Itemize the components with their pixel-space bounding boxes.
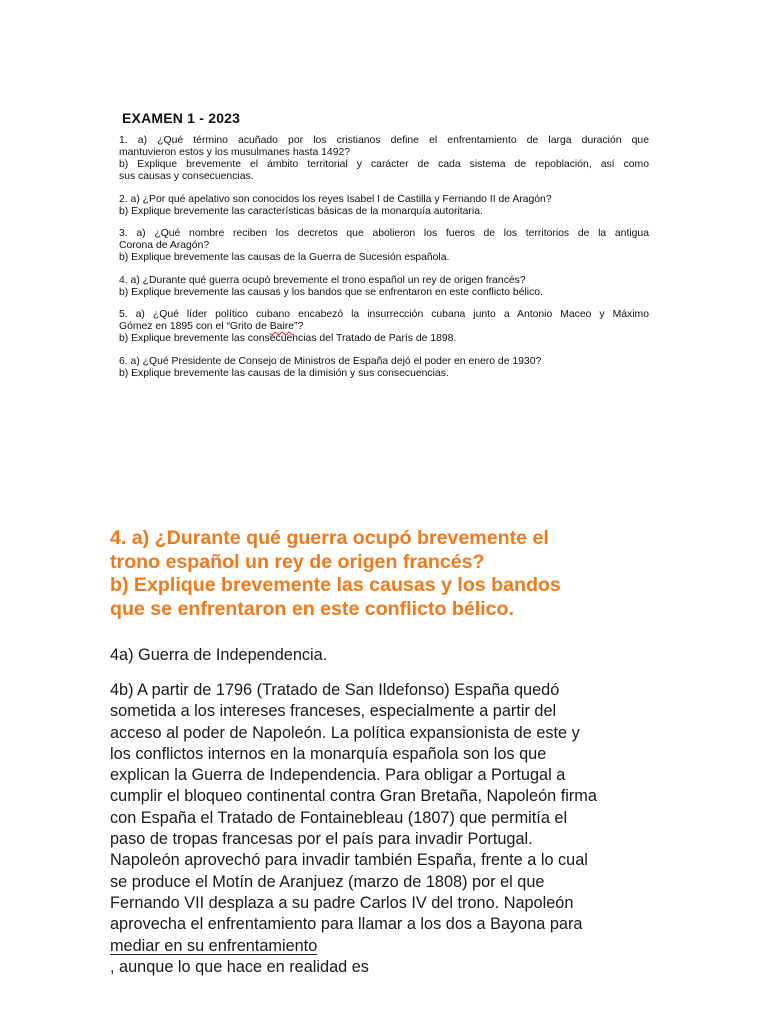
answer-line-last bbox=[110, 936, 655, 979]
question-4 bbox=[119, 275, 649, 299]
question-6-a: 6. a) ¿Qué Presidente de Consejo de Ministros de España dejó el poder en enero de 1930? bbox=[119, 355, 542, 367]
question-6 bbox=[119, 356, 649, 380]
question-2 bbox=[119, 194, 649, 218]
question-5-b: b) Explique brevemente las consecuencias del Tratado de París de 1898. bbox=[119, 333, 457, 344]
answer-line: aprovecha el enfrentamiento para llamar a los dos a Bayona para bbox=[110, 915, 583, 934]
heading-line-1: 4. a) ¿Durante qué guerra ocupó brevemente el bbox=[110, 527, 549, 549]
question-5-a-line-1: 5. a) ¿Qué líder político cubano encabezó la insurrección cubana junto a Antonio Maceo y Máximo bbox=[119, 309, 649, 320]
question-4-a: 4. a) ¿Durante qué guerra ocupó brevemente el trono español un rey de origen francés? bbox=[119, 274, 526, 286]
question-6-b: b) Explique brevemente las causas de la dimisión y sus consecuencias. bbox=[119, 367, 449, 379]
question-3-a-line-1: 3. a) ¿Qué nombre reciben los decretos que abolieron los fueros de los territorios de la antigua bbox=[119, 228, 649, 239]
answer-line: acceso al poder de Napoleón. La política expansionista de este y bbox=[110, 723, 580, 742]
question-5-a-line-2-end: ”? bbox=[294, 321, 304, 332]
answer-line: 4b) A partir de 1796 (Tratado de San Ildefonso) España quedó bbox=[110, 681, 560, 699]
question-4-b: b) Explique brevemente las causas y los bandos que se enfrentaron en este conflicto bélico. bbox=[119, 286, 543, 298]
answer-line: explican la Guerra de Independencia. Para obligar a Portugal a bbox=[110, 766, 566, 785]
answer-4a: 4a) Guerra de Independencia. bbox=[110, 646, 328, 664]
question-3-b: b) Explique brevemente las causas de la Guerra de Sucesión española. bbox=[119, 252, 450, 263]
heading-line-3: b) Explique brevemente las causas y los bandos bbox=[110, 574, 561, 596]
question-1-b-line-2: sus causas y consecuencias. bbox=[119, 171, 254, 182]
exam-questions-image bbox=[119, 112, 649, 390]
question-3-a-line-2: Corona de Aragón? bbox=[119, 240, 210, 251]
question-heading bbox=[110, 527, 670, 621]
answer-line: cumplir el bloqueo continental contra Gran Bretaña, Napoleón firma bbox=[110, 787, 597, 806]
answer-line: con España el Tratado de Fontainebleau (1807) que permitía el bbox=[110, 808, 568, 827]
spellcheck-word: Baire bbox=[269, 321, 295, 332]
answer-line: sometida a los intereses franceses, especialmente a partir del bbox=[110, 702, 557, 721]
answer-line-last-end: , aunque lo que hace en realidad es bbox=[110, 957, 369, 976]
question-2-a: 2. a) ¿Por qué apelativo son conocidos los reyes Isabel I de Castilla y Fernando II de Aragón? bbox=[119, 193, 552, 205]
heading-line-4: que se enfrentaron en este conflicto bélico. bbox=[110, 597, 514, 620]
question-3 bbox=[119, 228, 649, 264]
answer-line: paso de tropas francesas por el país para invadir Portugal. bbox=[110, 830, 533, 849]
question-5 bbox=[119, 309, 649, 345]
answer-line: Fernando VII desplaza a su padre Carlos IV del trono. Napoleón bbox=[110, 893, 574, 912]
question-1 bbox=[119, 135, 649, 183]
question-5-a-line-2-start: Gómez en 1895 con el “Grito de bbox=[119, 321, 270, 332]
underlined-phrase: mediar en su enfrentamiento bbox=[110, 936, 318, 955]
question-1-b-line-1: b) Explique brevemente el ámbito territorial y carácter de cada sistema de repoblación, así como bbox=[119, 159, 649, 170]
answer-4b bbox=[110, 680, 655, 978]
exam-title: EXAMEN 1 - 2023 bbox=[122, 110, 241, 126]
question-1-a-line-2: mantuvieron estos y los musulmanes hasta 1492? bbox=[119, 147, 351, 158]
heading-line-2: trono español un rey de origen francés? bbox=[110, 550, 485, 573]
question-2-b: b) Explique brevemente las características básicas de la monarquía autoritaria. bbox=[119, 205, 483, 217]
question-1-a-line-1: 1. a) ¿Qué término acuñado por los cristianos define el enfrentamiento de larga duración que bbox=[119, 135, 649, 146]
answer-line: los conflictos internos en la monarquía española son los que bbox=[110, 744, 547, 763]
answer-line: se produce el Motín de Aranjuez (marzo de 1808) por el que bbox=[110, 872, 545, 891]
question-5-a-line-2 bbox=[119, 321, 649, 333]
answer-line: Napoleón aprovechó para invadir también España, frente a lo cual bbox=[110, 851, 588, 870]
